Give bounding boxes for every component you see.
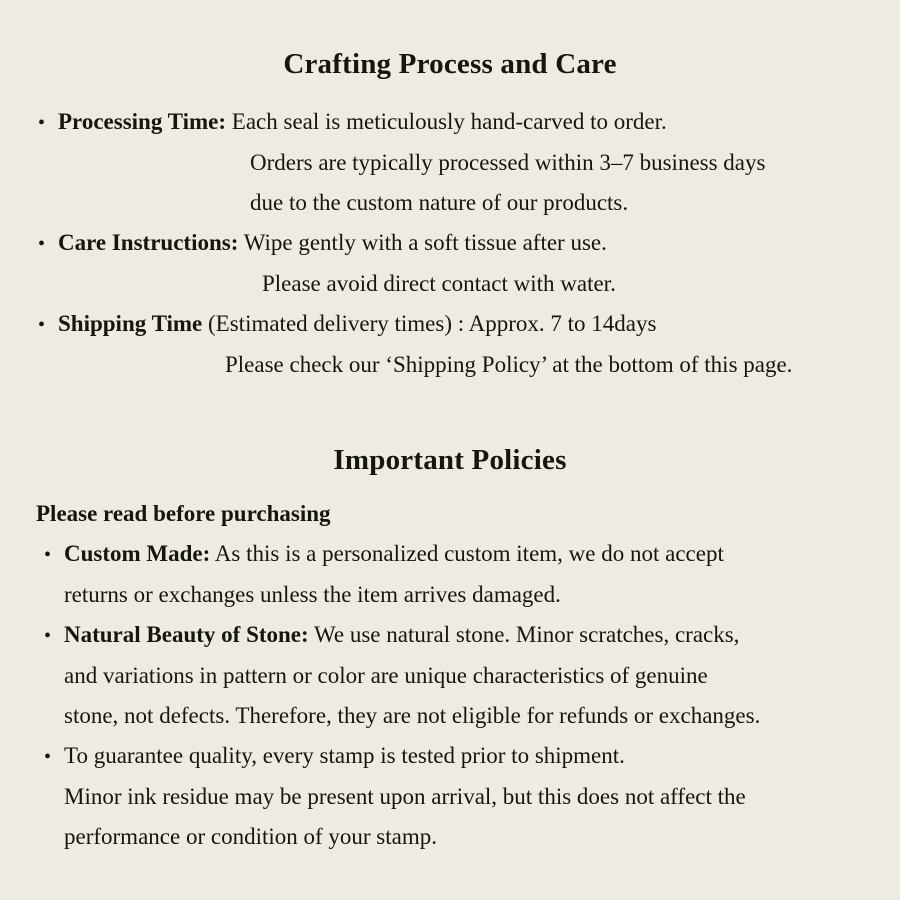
list-item: [0, 736, 900, 777]
list-item: [0, 102, 900, 143]
list-item-text: To guarantee quality, every stamp is tested prior to shipment.: [64, 743, 625, 768]
list-item-text: and variations in pattern or color are unique characteristics of genuine: [64, 663, 708, 688]
crafting-process-list: [0, 102, 900, 385]
list-item-continuation: [0, 777, 900, 817]
list-item-label: Shipping Time: [58, 311, 203, 336]
list-item-text: (Estimated delivery times) : Approx. 7 to 14days: [202, 311, 657, 336]
list-item: [0, 304, 900, 345]
bullet-icon: •: [44, 746, 52, 768]
list-item-continuation: [0, 264, 900, 304]
list-item-continuation: [0, 143, 900, 183]
list-item-text: Minor ink residue may be present upon arrival, but this does not affect the: [64, 784, 746, 809]
list-item-continuation: [0, 183, 900, 223]
list-item-text: returns or exchanges unless the item arrives damaged.: [64, 582, 561, 607]
section-title-crafting-process: Crafting Process and Care: [283, 48, 617, 80]
list-item-text: Each seal is meticulously hand-carved to order.: [226, 109, 667, 134]
list-item-label: Care Instructions:: [58, 230, 239, 255]
list-item-continuation: [0, 817, 900, 857]
list-item-text: Wipe gently with a soft tissue after use.: [238, 230, 607, 255]
list-item-label: Processing Time:: [58, 109, 227, 134]
bullet-icon: •: [44, 625, 52, 647]
bullet-icon: •: [38, 314, 46, 336]
policies-subheading: Please read before purchasing: [36, 501, 331, 526]
section-title-important-policies: Important Policies: [333, 444, 567, 476]
list-item-text: performance or condition of your stamp.: [64, 824, 437, 849]
list-item: [0, 615, 900, 656]
list-item-text: As this is a personalized custom item, we do not accept: [210, 541, 724, 566]
list-item-continuation: [0, 345, 900, 385]
list-item-continuation: [0, 575, 900, 615]
bullet-icon: •: [38, 233, 46, 255]
list-item-text: due to the custom nature of our products.: [250, 190, 629, 215]
list-item-text: Please avoid direct contact with water.: [262, 271, 616, 296]
list-item-continuation: [0, 656, 900, 696]
list-item-label: Custom Made:: [64, 541, 211, 566]
important-policies-list: [0, 534, 900, 857]
list-item: [0, 223, 900, 264]
list-item-continuation: [0, 696, 900, 736]
bullet-icon: •: [38, 112, 46, 134]
list-item: [0, 534, 900, 575]
bullet-icon: •: [44, 544, 52, 566]
list-item-text: Orders are typically processed within 3–7 business days: [250, 150, 766, 175]
list-item-text: stone, not defects. Therefore, they are not eligible for refunds or exchanges.: [64, 703, 761, 728]
list-item-text: We use natural stone. Minor scratches, cracks,: [308, 622, 740, 647]
list-item-label: Natural Beauty of Stone:: [64, 622, 309, 647]
list-item-text: Please check our ‘Shipping Policy’ at the bottom of this page.: [225, 352, 793, 377]
